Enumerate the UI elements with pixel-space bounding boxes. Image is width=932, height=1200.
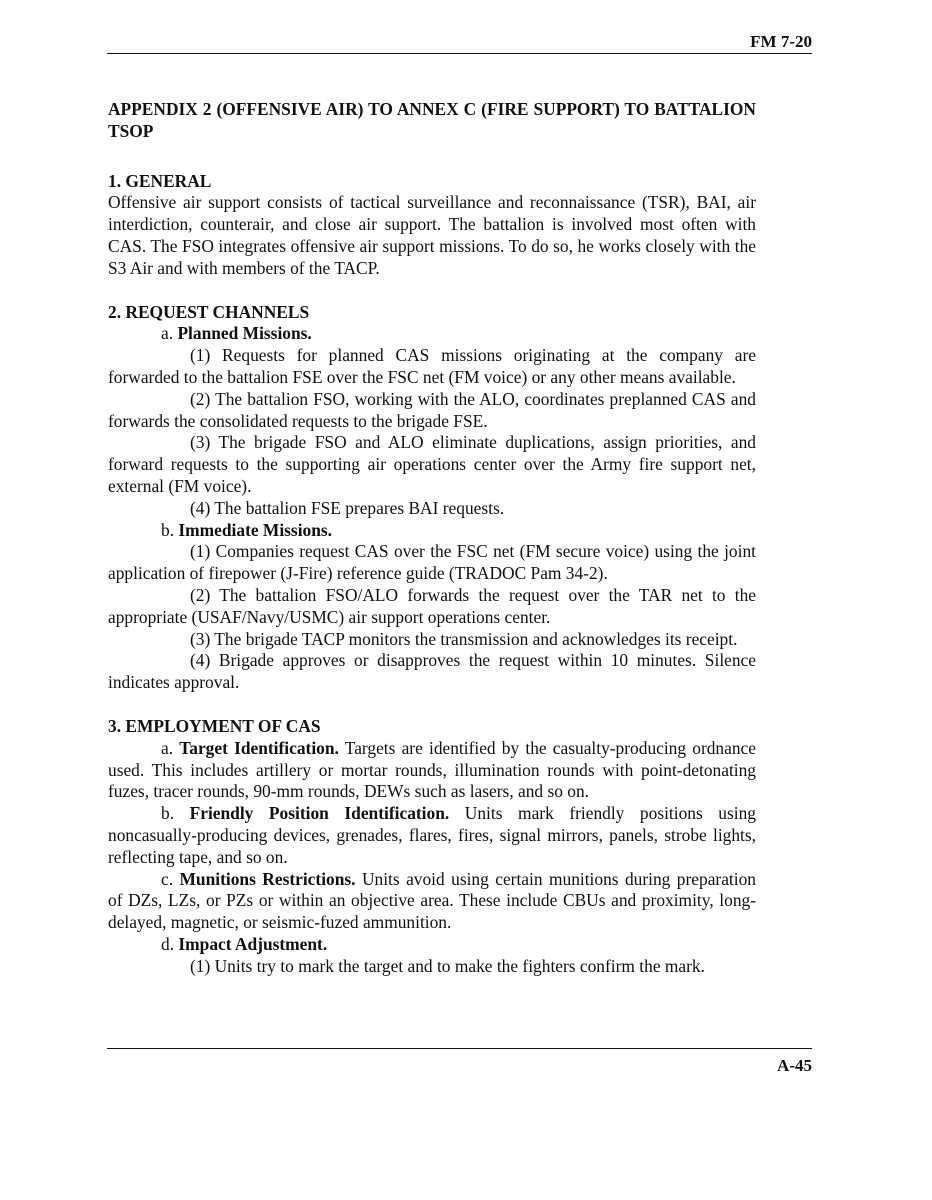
planned-item-4: (4) The battalion FSE prepares BAI requests. <box>190 497 505 518</box>
employment-para-b <box>108 803 756 868</box>
para-letter: d. <box>161 933 175 954</box>
para-text: Units mark friendly positions using noncasually-producing devices, grenades, flares, fires, signal mirrors, panels, strobe lights, reflecting tape, and so on. <box>108 803 756 867</box>
header-document-code: FM 7-20 <box>750 32 812 51</box>
employment-para-a <box>108 738 756 803</box>
planned-item-2: (2) The battalion FSO, working with the ALO, coordinates preplanned CAS and forwards the consolidated requests to the brigade FSE. <box>108 388 756 431</box>
para-title: Impact Adjustment. <box>178 933 328 954</box>
para-title: Target Identification. <box>179 737 339 758</box>
para-title: Munitions Restrictions. <box>179 868 356 889</box>
header-rule <box>107 53 812 54</box>
footer-rule <box>107 1048 812 1049</box>
para-title: Friendly Position Identification. <box>189 803 450 824</box>
planned-item-3: (3) The brigade FSO and ALO eliminate duplications, assign priorities, and forward requests to the supporting air operations center over the Army fire support net, external (FM voice). <box>108 432 756 496</box>
subheading-letter: a. <box>161 323 174 344</box>
para-letter: b. <box>161 803 175 824</box>
immediate-item-3: (3) The brigade TACP monitors the transmission and acknowledges its receipt. <box>190 628 738 649</box>
immediate-item-1: (1) Companies request CAS over the FSC net (FM secure voice) using the joint application of firepower (J-Fire) reference guide (TRADOC Pam 34-2). <box>108 541 756 584</box>
section-text-general: Offensive air support consists of tactical surveillance and reconnaissance (TSR), BAI, air interdiction, counterair, and close air support. The battalion is involved most often with CAS. The FSO integrates offensive air support missions. To do so, he works closely with the S3 Air and with members of the TACP. <box>108 192 756 278</box>
subheading-title: Planned Missions. <box>177 323 312 344</box>
para-letter: a. <box>161 737 174 758</box>
appendix-title: APPENDIX 2 (OFFENSIVE AIR) TO ANNEX C (FIRE SUPPORT) TO BATTALION TSOP <box>108 99 756 141</box>
subheading-planned-missions <box>108 323 756 345</box>
section-heading-general: 1. GENERAL <box>108 170 212 191</box>
para-text: Units avoid using certain munitions during preparation of DZs, LZs, or PZs or within an objective area. These include CBUs and proximity, long-delayed, magnetic, or seismic-fuzed ammunition. <box>108 868 756 933</box>
page-content <box>108 99 756 977</box>
subheading-title: Immediate Missions. <box>178 519 333 540</box>
immediate-item-4: (4) Brigade approves or disapproves the request within 10 minutes. Silence indicates approval. <box>108 650 756 693</box>
planned-item-1: (1) Requests for planned CAS missions originating at the company are forwarded to the battalion FSE over the FSC net (FM voice) or any other means available. <box>108 345 756 387</box>
employment-para-c <box>108 869 756 934</box>
para-letter: c. <box>161 868 174 889</box>
immediate-item-2: (2) The battalion FSO/ALO forwards the request over the TAR net to the appropriate (USAF/Navy/USMC) air support operations center. <box>108 584 756 627</box>
section-heading-employment: 3. EMPLOYMENT OF CAS <box>108 715 321 736</box>
page-number: A-45 <box>777 1056 812 1075</box>
employment-para-d <box>108 934 756 956</box>
para-text: Targets are identified by the casualty-producing ordnance used. This includes artillery or mortar rounds, illumination rounds with point-detonating fuzes, tracer rounds, 90-mm rounds, DEWs such as lasers, and so on. <box>108 737 756 802</box>
section-heading-request-channels: 2. REQUEST CHANNELS <box>108 301 310 322</box>
subheading-letter: b. <box>161 519 175 540</box>
impact-item-1: (1) Units try to mark the target and to make the fighters confirm the mark. <box>190 955 705 976</box>
subheading-immediate-missions <box>108 520 756 542</box>
